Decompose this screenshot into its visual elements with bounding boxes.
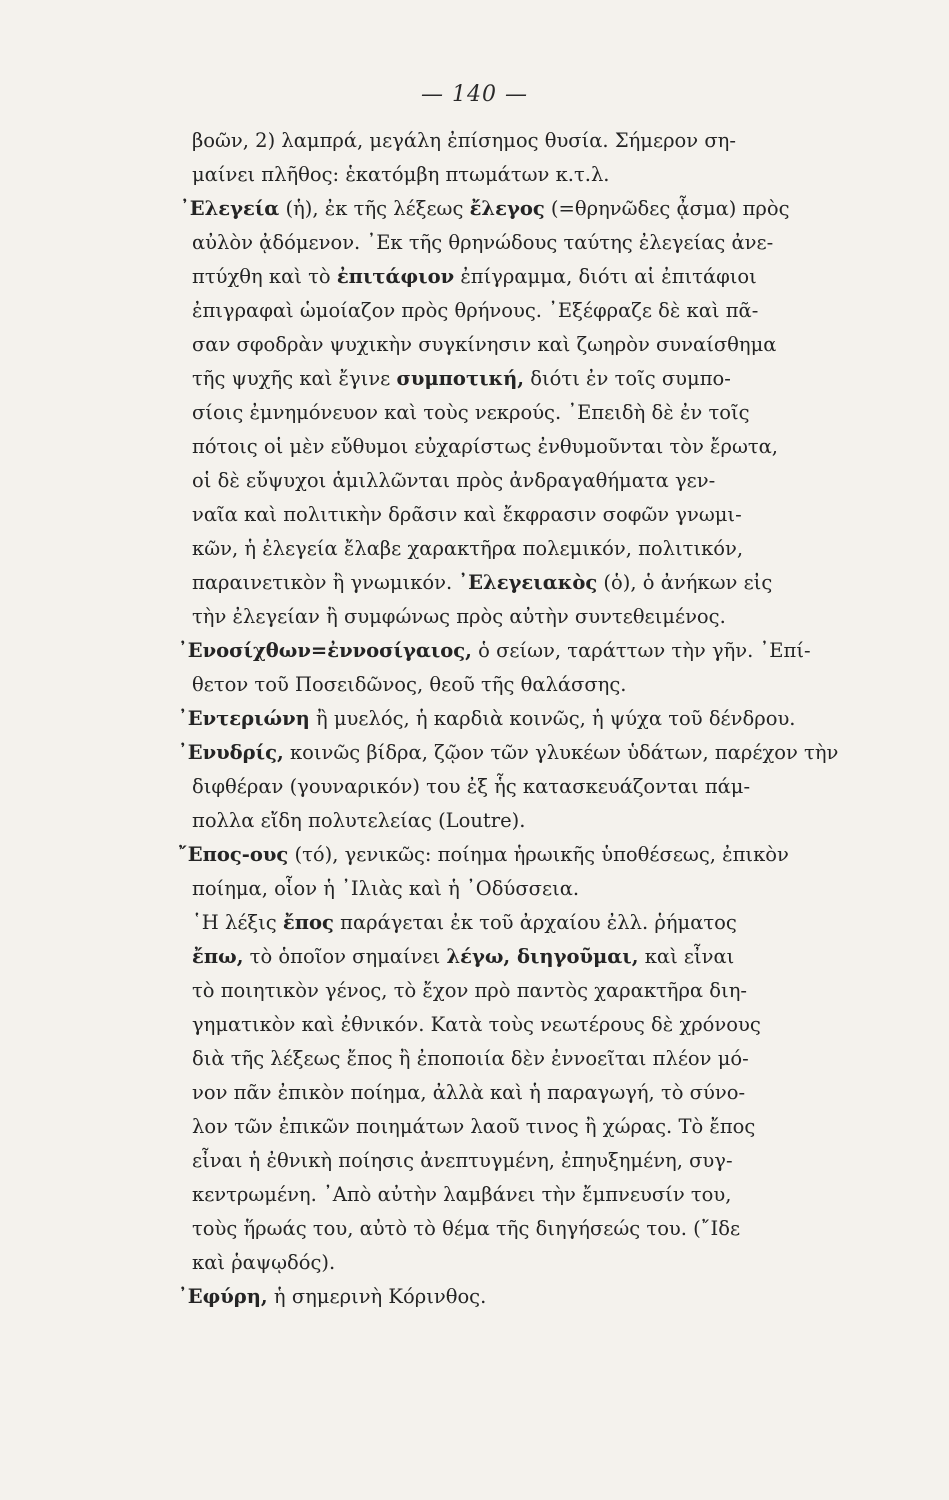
line-text: καὶ ῥαψῳδός). bbox=[192, 1251, 336, 1274]
headword: λέγω, διηγοῦμαι, bbox=[446, 945, 639, 968]
text-line bbox=[150, 464, 840, 498]
line-text: καὶ εἶναι bbox=[638, 945, 735, 968]
dictionary-text bbox=[150, 124, 840, 1314]
headword: ἔπος bbox=[282, 911, 334, 934]
text-line bbox=[150, 1008, 840, 1042]
entry-enydris bbox=[150, 736, 840, 770]
text-line bbox=[150, 1212, 840, 1246]
text-line bbox=[150, 294, 840, 328]
line-text: ἢ μυελός, ἡ καρδιὰ κοινῶς, ἡ ψύχα τοῦ δένδρου. bbox=[309, 707, 796, 730]
line-text: ἐπιγραφαὶ ὡμοίαζον πρὸς θρήνους. ᾿Εξέφραζε δὲ καὶ πᾶ- bbox=[192, 299, 759, 322]
text-line bbox=[150, 260, 840, 294]
headword: ῎Επος-ους bbox=[178, 843, 289, 866]
line-text: (=θρηνῶδες ᾆσμα) πρὸς bbox=[544, 197, 790, 220]
line-text: κοινῶς βίδρα, ζῷον τῶν γλυκέων ὑδάτων, παρέχον τὴν bbox=[283, 741, 839, 764]
text-line bbox=[150, 532, 840, 566]
text-line bbox=[150, 1042, 840, 1076]
text-line bbox=[150, 1144, 840, 1178]
text-line bbox=[150, 362, 840, 396]
headword: ᾿Ενοσίχθων=ἐννοσίγαιος, bbox=[178, 639, 472, 662]
line-text: διὰ τῆς λέξεως ἔπος ἢ ἐποποιία δὲν ἐννοεῖται πλέον μό- bbox=[192, 1047, 749, 1070]
line-text: (ἡ), ἐκ τῆς λέξεως bbox=[279, 197, 470, 220]
text-line bbox=[150, 498, 840, 532]
page-number: — 140 — bbox=[421, 82, 528, 107]
entry-enterione bbox=[150, 702, 840, 736]
text-line bbox=[150, 770, 840, 804]
text-line bbox=[150, 566, 840, 600]
text-line bbox=[150, 804, 840, 838]
text-line bbox=[150, 600, 840, 634]
headword: ᾿Ελεγειακὸς bbox=[458, 571, 598, 594]
text-line bbox=[150, 226, 840, 260]
line-text: πότοις οἱ μὲν εὔθυμοι εὐχαρίστως ἐνθυμοῦνται τὸν ἔρωτα, bbox=[192, 435, 778, 458]
line-text: (ὁ), ὁ ἀνήκων εἰς bbox=[597, 571, 773, 594]
text-line bbox=[150, 940, 840, 974]
line-text: ἡ σημερινὴ Κόρινθος. bbox=[267, 1285, 487, 1308]
line-text: μαίνει πλῆθος: ἑκατόμβη πτωμάτων κ.τ.λ. bbox=[192, 163, 610, 186]
text-line bbox=[150, 158, 840, 192]
headword: ἔπω, bbox=[192, 945, 244, 968]
line-text: πολλα εἴδη πολυτελείας (Loutre). bbox=[192, 809, 526, 832]
text-line bbox=[150, 872, 840, 906]
entry-elegeia bbox=[150, 192, 840, 226]
headword: ᾿Ενυδρίς, bbox=[178, 741, 284, 764]
line-text: ἐπίγραμμα, διότι αἱ ἐπιτάφιοι bbox=[454, 265, 757, 288]
headword: ᾿Εφύρη, bbox=[178, 1285, 268, 1308]
line-text: τοὺς ἥρωάς του, αὐτὸ τὸ θέμα τῆς διηγήσεώς του. (῎Ιδε bbox=[192, 1217, 741, 1240]
line-text: γηματικὸν καὶ ἐθνικόν. Κατὰ τοὺς νεωτέρους δὲ χρόνους bbox=[192, 1013, 761, 1036]
line-text: αὐλὸν ᾀδόμενον. ᾿Εκ τῆς θρηνώδους ταύτης ἐλεγείας ἀνε- bbox=[192, 231, 774, 254]
headword: ἐπιτάφιον bbox=[336, 265, 455, 288]
text-line bbox=[150, 124, 840, 158]
line-text: βοῶν, 2) λαμπρά, μεγάλη ἐπίσημος θυσία. Σήμερον ση- bbox=[192, 129, 736, 152]
line-text: οἱ δὲ εὔψυχοι ἁμιλλῶνται πρὸς ἀνδραγαθήματα γεν- bbox=[192, 469, 716, 492]
text-line bbox=[150, 974, 840, 1008]
line-text: κεντρωμένη. ᾿Απὸ αὐτὴν λαμβάνει τὴν ἔμπνευσίν του, bbox=[192, 1183, 732, 1206]
line-text: ῾Η λέξις bbox=[192, 911, 283, 934]
line-text: λον τῶν ἐπικῶν ποιημάτων λαοῦ τινος ἢ χώρας. Τὸ ἔπος bbox=[192, 1115, 756, 1138]
text-line bbox=[150, 430, 840, 464]
line-text: τὸ ὁποῖον σημαίνει bbox=[243, 945, 447, 968]
text-line bbox=[150, 1076, 840, 1110]
line-text: τὸ ποιητικὸν γένος, τὸ ἔχον πρὸ παντὸς χαρακτῆρα διη- bbox=[192, 979, 747, 1002]
line-text: παράγεται ἐκ τοῦ ἀρχαίου ἐλλ. ῥήματος bbox=[333, 911, 737, 934]
entry-enosichthon bbox=[150, 634, 840, 668]
line-text: παραινετικὸν ἢ γνωμικόν. bbox=[192, 571, 459, 594]
headword: ᾿Εντεριώνη bbox=[178, 707, 310, 730]
text-line bbox=[150, 396, 840, 430]
line-text: πτύχθη καὶ τὸ bbox=[192, 265, 337, 288]
entry-efyre bbox=[150, 1280, 840, 1314]
text-line bbox=[150, 906, 840, 940]
text-line bbox=[150, 668, 840, 702]
entry-epos bbox=[150, 838, 840, 872]
line-text: ναῖα καὶ πολιτικὴν δρᾶσιν καὶ ἔκφρασιν σοφῶν γνωμι- bbox=[192, 503, 742, 526]
line-text: διότι ἐν τοῖς συμπο- bbox=[524, 367, 731, 390]
line-text: (τό), γενικῶς: ποίημα ἡρωικῆς ὑποθέσεως, ἐπικὸν bbox=[288, 843, 789, 866]
text-line bbox=[150, 328, 840, 362]
headword: συμποτική, bbox=[396, 367, 525, 390]
line-text: θετον τοῦ Ποσειδῶνος, θεοῦ τῆς θαλάσσης. bbox=[192, 673, 627, 696]
line-text: ποίημα, οἷον ἡ ᾿Ιλιὰς καὶ ἡ ᾿Οδύσσεια. bbox=[192, 877, 580, 900]
line-text: ὁ σείων, ταράττων τὴν γῆν. ᾿Επί- bbox=[471, 639, 811, 662]
headword: ᾿Ελεγεία bbox=[180, 197, 280, 220]
line-text: τῆς ψυχῆς καὶ ἔγινε bbox=[192, 367, 397, 390]
text-line bbox=[150, 1246, 840, 1280]
text-line bbox=[150, 1110, 840, 1144]
text-line bbox=[150, 1178, 840, 1212]
line-text: σαν σφοδρὰν ψυχικὴν συγκίνησιν καὶ ζωηρὸν συναίσθημα bbox=[192, 333, 777, 356]
line-text: σίοις ἐμνημόνευον καὶ τοὺς νεκρούς. ᾿Επειδὴ δὲ ἐν τοῖς bbox=[192, 401, 750, 424]
line-text: νον πᾶν ἐπικὸν ποίημα, ἀλλὰ καὶ ἡ παραγωγή, τὸ σύνο- bbox=[192, 1081, 746, 1104]
line-text: εἶναι ἡ ἐθνικὴ ποίησις ἀνεπτυγμένη, ἐπηυξημένη, συγ- bbox=[192, 1149, 733, 1172]
line-text: τὴν ἐλεγείαν ἢ συμφώνως πρὸς αὐτὴν συντεθειμένος. bbox=[192, 605, 726, 628]
line-text: διφθέραν (γουναρικόν) του ἐξ ἧς κατασκευάζονται πάμ- bbox=[192, 775, 751, 798]
line-text: κῶν, ἡ ἐλεγεία ἔλαβε χαρακτῆρα πολεμικόν, πολιτικόν, bbox=[192, 537, 744, 560]
headword: ἔλεγος bbox=[469, 197, 545, 220]
